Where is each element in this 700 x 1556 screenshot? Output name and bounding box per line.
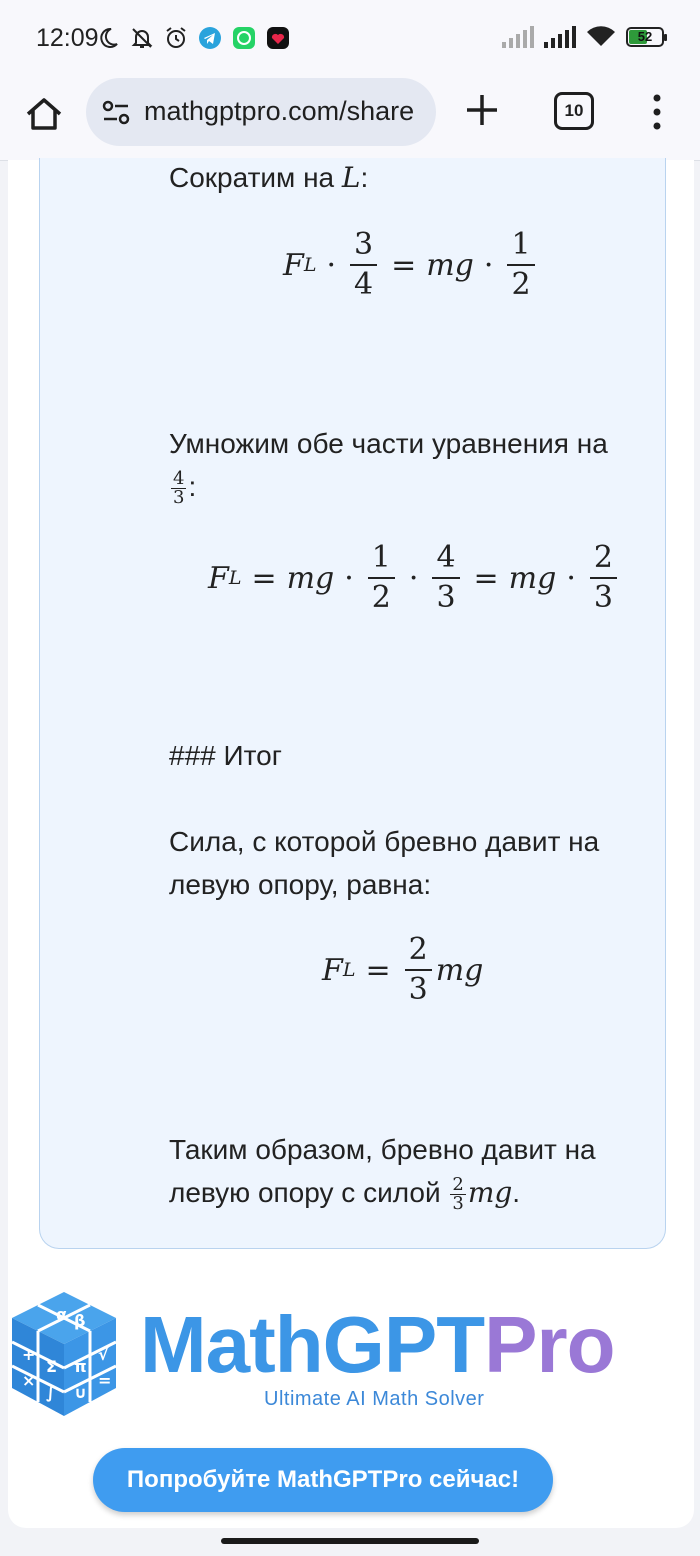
site-settings-icon[interactable] — [102, 100, 132, 126]
brand-wordmark: MathGPTPro — [140, 1300, 615, 1389]
svg-text:∪: ∪ — [74, 1383, 87, 1402]
moon-icon — [96, 26, 120, 50]
inline-fraction: $\frac{2}{3}$ — [452, 1174, 464, 1215]
fraction: $\frac{2}{3}$ — [590, 541, 617, 615]
alarm-icon — [164, 26, 188, 50]
heading-summary: ### Итог — [169, 740, 282, 771]
svg-text:√: √ — [98, 1345, 109, 1364]
wifi-icon — [586, 26, 616, 48]
svg-text:×: × — [22, 1371, 36, 1390]
signal-icon-2 — [544, 26, 576, 48]
browser-toolbar — [0, 78, 700, 161]
status-bar — [0, 0, 700, 78]
paragraph-multiply: Умножим обе части уравнения на $\frac{4}{3}$ : — [169, 428, 608, 509]
svg-text:α: α — [56, 1305, 67, 1324]
fraction: $\frac{4}{3}$ — [432, 541, 459, 615]
fraction: $\frac{2}{3}$ — [405, 933, 432, 1007]
signal-icon — [502, 26, 534, 48]
paragraph-reduce: Сократим на L: — [169, 161, 369, 194]
new-tab-button[interactable] — [462, 90, 502, 130]
svg-text:+: + — [22, 1345, 36, 1364]
formula-1: F L · $\frac{3}{4}$ = mg · $\frac{1}{2}$ — [283, 228, 539, 302]
svg-text:β: β — [74, 1311, 86, 1330]
svg-text:π: π — [74, 1357, 87, 1376]
gesture-home-indicator[interactable] — [221, 1538, 479, 1544]
fraction: $\frac{1}{2}$ — [368, 541, 395, 615]
telegram-icon — [198, 26, 222, 50]
brand-tagline: Ultimate AI Math Solver — [264, 1388, 485, 1410]
svg-text:∫: ∫ — [46, 1383, 56, 1402]
url-text: mathgptpro.com/share — [144, 96, 415, 126]
svg-text:=: = — [98, 1371, 112, 1390]
svg-text:Σ: Σ — [46, 1357, 57, 1376]
status-system-icons — [502, 26, 664, 48]
address-bar[interactable] — [86, 78, 436, 146]
paragraph-conclusion: Таким образом, бревно давит на левую опору с силой $\frac{2}{3}$ mg. — [169, 1134, 596, 1215]
app-heart-icon — [266, 26, 290, 50]
battery-icon — [626, 27, 664, 47]
paragraph-force: Сила, с которой бревно давит на левую опору, равна: — [169, 826, 600, 900]
mathgptpro-logo-cube-icon — [8, 1290, 120, 1418]
inline-fraction: $\frac{4}{3}$ — [173, 468, 185, 509]
fraction: $\frac{3}{4}$ — [350, 228, 377, 302]
whatsapp-icon — [232, 26, 256, 50]
tab-switcher-button[interactable]: 10 — [554, 92, 594, 130]
fraction: $\frac{1}{2}$ — [507, 228, 534, 302]
mute-bell-icon — [130, 26, 154, 50]
status-notification-icons — [96, 26, 290, 50]
battery-level: 52 — [637, 29, 653, 44]
formula-2: F L = mg · $\frac{1}{2}$ · $\frac{4}{3}$ = mg · $\frac{2}{3}$ — [208, 541, 621, 615]
answer-card — [39, 158, 666, 1249]
home-button[interactable] — [22, 92, 66, 136]
try-now-button[interactable]: Попробуйте MathGPTPro сейчас! — [93, 1448, 553, 1512]
status-time: 12:09 — [36, 24, 99, 52]
formula-3: F L = $\frac{2}{3}$ mg — [322, 932, 484, 1007]
more-menu-icon[interactable] — [648, 92, 666, 132]
